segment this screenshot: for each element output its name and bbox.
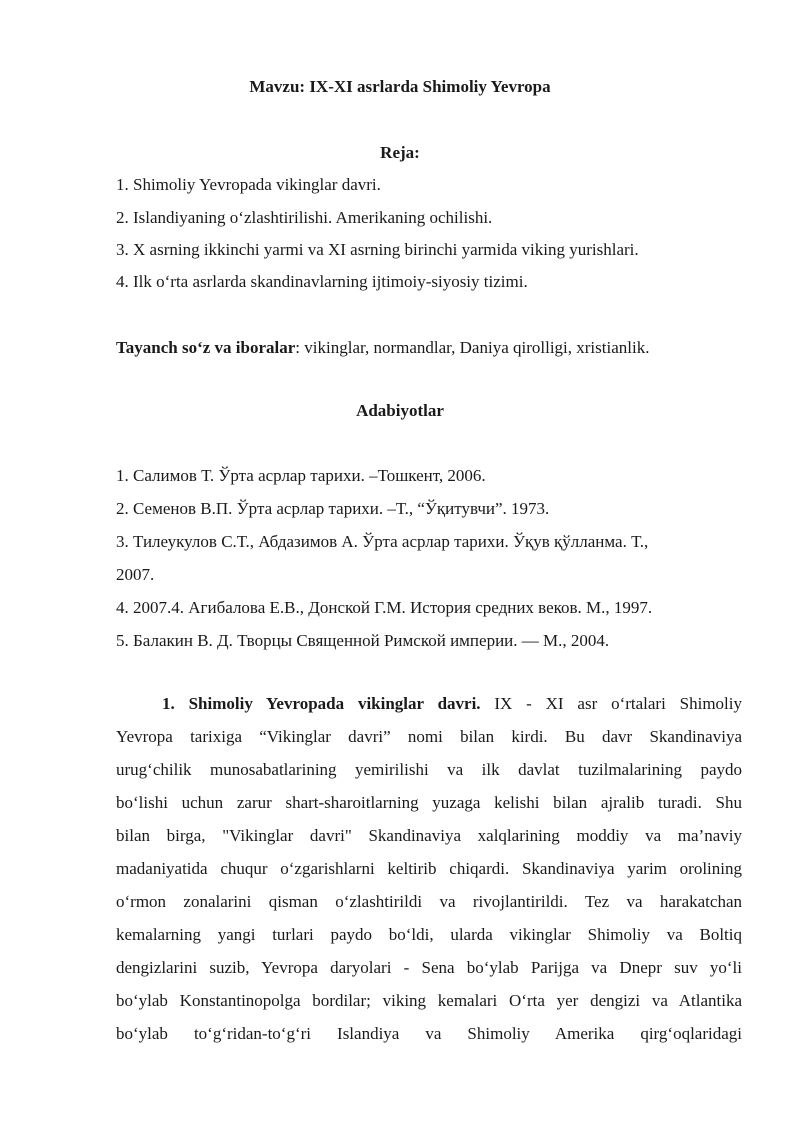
section-line: Yevropa tarixiga “Vikinglar davri” nomi bilan kirdi. Bu davr Skandinaviya <box>116 727 742 746</box>
keywords-text: : vikinglar, normandlar, Daniya qirolligi, xristianlik. <box>295 338 650 357</box>
section-line: dengizlarini suzib, Yevropa daryolari - Sena bo‘ylab Parijga va Dnepr suv yo‘li <box>116 958 742 977</box>
plan-item: 3. X asrning ikkinchi yarmi va XI asrning birinchi yarmida viking yurishlari. <box>116 240 639 259</box>
section-line: bilan birga, "Vikinglar davri" Skandinaviya xalqlarining moddiy va ma’naviy <box>116 826 742 845</box>
section-line: madaniyatida chuqur o‘zgarishlarni keltirib chiqardi. Skandinaviya yarim orolining <box>116 859 742 878</box>
literature-item: 2. Семенов В.П. Ўрта асрлар тарихи. –Т., “Ўқитувчи”. 1973. <box>116 499 550 518</box>
literature-item: 5. Балакин В. Д. Творцы Священной Римской империи. — М., 2004. <box>116 631 610 650</box>
section-heading: 1. Shimoliy Yevropada vikinglar davri. <box>162 694 481 713</box>
section-line: kemalarning yangi turlari paydo bo‘ldi, ularda vikinglar Shimoliy va Boltiq <box>116 925 742 944</box>
section-line-text: IX - XI asr o‘rtalari Shimoliy <box>480 694 743 713</box>
section-line: bo‘lishi uchun zarur shart-sharoitlarning yuzaga kelishi bilan ajralib turadi. Shu <box>116 793 742 812</box>
plan-heading: Reja: <box>380 143 420 162</box>
document-title: Mavzu: IX-XI asrlarda Shimoliy Yevropa <box>249 77 551 96</box>
literature-item: 3. Тилеукулов С.Т., Абдазимов А. Ўрта асрлар тарихи. Ўқув қўлланма. Т., <box>116 532 649 551</box>
literature-item-continuation: 2007. <box>116 565 155 584</box>
literature-heading: Adabiyotlar <box>356 401 444 420</box>
plan-item: 4. Ilk o‘rta asrlarda skandinavlarning ijtimoiy-siyosiy tizimi. <box>116 272 528 291</box>
literature-item: 4. 2007.4. Агибалова Е.В., Донской Г.М. История средних веков. М., 1997. <box>116 598 653 617</box>
section-first-line <box>162 694 742 714</box>
section-line: bo‘ylab to‘g‘ridan-to‘g‘ri Islandiya va Shimoliy Amerika qirg‘oqlaridagi <box>116 1024 742 1043</box>
keywords-line <box>116 338 649 358</box>
section-line: bo‘ylab Konstantinopolga bordilar; viking kemalari O‘rta yer dengizi va Atlantika <box>116 991 742 1010</box>
section-line: urug‘chilik munosabatlarining yemirilishi va ilk davlat tuzilmalarining paydo <box>116 760 742 779</box>
literature-item: 1. Салимов Т. Ўрта асрлар тарихи. –Тошкент, 2006. <box>116 466 486 485</box>
section-line: o‘rmon zonalarini qisman o‘zlashtirildi va rivojlantirildi. Tez va harakatchan <box>116 892 742 911</box>
plan-item: 1. Shimoliy Yevropada vikinglar davri. <box>116 175 381 194</box>
keywords-label: Tayanch so‘z va iboralar <box>116 338 296 357</box>
plan-item: 2. Islandiyaning o‘zlashtirilishi. Amerikaning ochilishi. <box>116 208 493 227</box>
